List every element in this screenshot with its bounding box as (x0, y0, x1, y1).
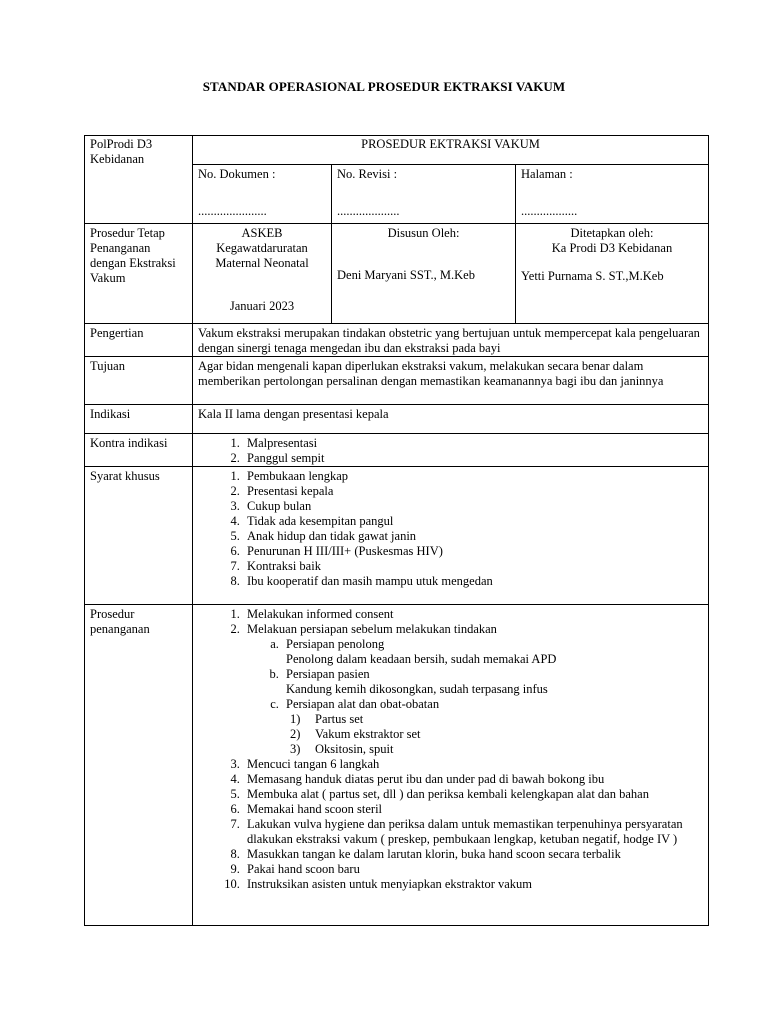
course-cell (193, 224, 332, 324)
preparation-sublist (247, 637, 703, 757)
issue-date: Januari 2023 (229, 299, 295, 313)
list-item: 5. Membuka alat ( partus set, dll ) dan periksa kembali kelengkapan alat dan bahan (243, 787, 703, 802)
tujuan-label-cell (85, 357, 193, 405)
syarat-list-cell (193, 467, 709, 605)
sub-item-title: Persiapan alat dan obat-obatan (286, 697, 440, 711)
equipment-item: 1) Partus set (290, 712, 364, 726)
list-item: 6. Memakai hand scoon steril (243, 802, 703, 817)
pengertian-text: Vakum ekstraksi merupakan tindakan obstetric yang bertujuan untuk mempercepat kala pengeluaran dengan sinergi tenaga mengedan ibu dan ekstraksi pada bayi (198, 326, 700, 355)
kontra-list-cell (193, 434, 709, 467)
equipment-item: 2) Vakum ekstraktor set (290, 727, 421, 741)
list-item: 2. Presentasi kepala (243, 484, 703, 499)
doc-no-label: No. Dokumen : (198, 167, 276, 181)
list-item: 9. Pakai hand scoon baru (243, 862, 703, 877)
tujuan-text: Agar bidan mengenali kapan diperlukan ekstraksi vakum, melakukan secara benar dalam memberikan pertolongan persalinan dengan memastikan keamanannya bagi ibu dan janinnya (198, 359, 664, 388)
kontra-label: Kontra indikasi (90, 436, 168, 450)
approved-label: Ditetapkan oleh: (570, 226, 654, 240)
header-row (85, 136, 709, 165)
list-item (243, 622, 703, 757)
pengertian-text-cell (193, 324, 709, 357)
course-name-line2: Kegawatdaruratan (216, 241, 308, 255)
prosedur-row (85, 605, 709, 926)
list-item: 3. Cukup bulan (243, 499, 703, 514)
equipment-item-text: Vakum ekstraktor set (315, 727, 421, 741)
syarat-row (85, 467, 709, 605)
list-item: 7. Kontraksi baik (243, 559, 703, 574)
list-item: 4. Tidak ada kesempitan pangul (243, 514, 703, 529)
prosedur-list (198, 607, 703, 892)
revision-label: No. Revisi : (337, 167, 398, 181)
sop-table (84, 135, 709, 926)
list-item: 5. Anak hidup dan tidak gawat janin (243, 529, 703, 544)
course-name-line3: Maternal Neonatal (215, 256, 309, 270)
page-value: .................. (521, 204, 578, 218)
sub-item-title: Persiapan penolong (286, 637, 385, 651)
indikasi-label: Indikasi (90, 407, 131, 421)
prepared-label: Disusun Oleh: (387, 226, 460, 240)
list-item: 2. Panggul sempit (243, 451, 703, 466)
approved-cell (516, 224, 709, 324)
list-item-text: Melakuan persiapan sebelum melakukan tindakan (247, 622, 497, 636)
approved-name: Yetti Purnama S. ST.,M.Keb (521, 269, 664, 283)
prosedur-list-cell (193, 605, 709, 926)
sub-list-item (282, 667, 703, 697)
tujuan-row (85, 357, 709, 405)
list-item: 8. Masukkan tangan ke dalam larutan klorin, buka hand scoon secara terbalik (243, 847, 703, 862)
list-item: 1. Malpresentasi (243, 436, 703, 451)
indikasi-text-cell (193, 405, 709, 434)
list-item: 3. Mencuci tangan 6 langkah (243, 757, 703, 772)
equipment-item-text: Partus set (315, 712, 364, 726)
list-item: 4. Memasang handuk diatas perut ibu dan under pad di bawah bokong ibu (243, 772, 703, 787)
list-item: 7. Lakukan vulva hygiene dan periksa dalam untuk memastikan terpenuhinya persyaratan dlakukan ekstraksi vakum ( preskep, pembukaan lengkap, ketuban negatif, hodge IV ) (243, 817, 703, 847)
syarat-label: Syarat khusus (90, 469, 160, 483)
approved-role: Ka Prodi D3 Kebidanan (551, 241, 673, 255)
prosedur-label-cell (85, 605, 193, 926)
protap-label-cell (85, 224, 193, 324)
page-label: Halaman : (521, 167, 573, 181)
prepared-name: Deni Maryani SST., M.Keb (337, 268, 475, 282)
pengertian-label: Pengertian (90, 326, 144, 340)
list-item: 10. Instruksikan asisten untuk menyiapkan ekstraktor vakum (243, 877, 703, 892)
list-item: 1. Pembukaan lengkap (243, 469, 703, 484)
indikasi-label-cell (85, 405, 193, 434)
list-item: 1. Melakukan informed consent (243, 607, 703, 622)
syarat-label-cell (85, 467, 193, 605)
equipment-item-text: Oksitosin, spuit (315, 742, 394, 756)
syarat-list (198, 469, 703, 589)
sub-item-description: Kandung kemih dikosongkan, sudah terpasang infus (286, 682, 548, 696)
indikasi-row (85, 405, 709, 434)
protap-label: Prosedur Tetap Penanganan dengan Ekstraksi Vakum (90, 226, 176, 285)
prepared-cell (332, 224, 516, 324)
tujuan-label: Tujuan (90, 359, 125, 373)
sub-list-item (282, 637, 703, 667)
page-cell (516, 165, 709, 224)
prosedur-label: Prosedur penanganan (90, 607, 150, 636)
kontra-list (198, 436, 703, 466)
sub-item-description: Penolong dalam keadaan bersih, sudah memakai APD (286, 652, 557, 666)
institution-name: PolProdi D3 Kebidanan (90, 137, 153, 166)
equipment-item: 3) Oksitosin, spuit (290, 742, 394, 756)
list-item: 6. Penurunan H III/III+ (Puskesmas HIV) (243, 544, 703, 559)
pengertian-label-cell (85, 324, 193, 357)
doc-no-value: ...................... (198, 204, 267, 218)
protap-row (85, 224, 709, 324)
sub-item-title: Persiapan pasien (286, 667, 370, 681)
list-item: 8. Ibu kooperatif dan masih mampu utuk mengedan (243, 574, 703, 589)
doc-no-cell (193, 165, 332, 224)
procedure-title: PROSEDUR EKTRAKSI VAKUM (361, 137, 540, 151)
sub-list-item (282, 697, 703, 757)
kontra-label-cell (85, 434, 193, 467)
procedure-title-cell (193, 136, 709, 165)
page-title: STANDAR OPERASIONAL PROSEDUR EKTRAKSI VAKUM (202, 79, 566, 94)
course-name: ASKEB (241, 226, 283, 240)
institution-cell (85, 136, 193, 224)
revision-cell (332, 165, 516, 224)
equipment-sublist (286, 712, 703, 757)
kontra-row (85, 434, 709, 467)
revision-value: .................... (337, 204, 400, 218)
tujuan-text-cell (193, 357, 709, 405)
indikasi-text: Kala II lama dengan presentasi kepala (198, 407, 389, 421)
pengertian-row (85, 324, 709, 357)
